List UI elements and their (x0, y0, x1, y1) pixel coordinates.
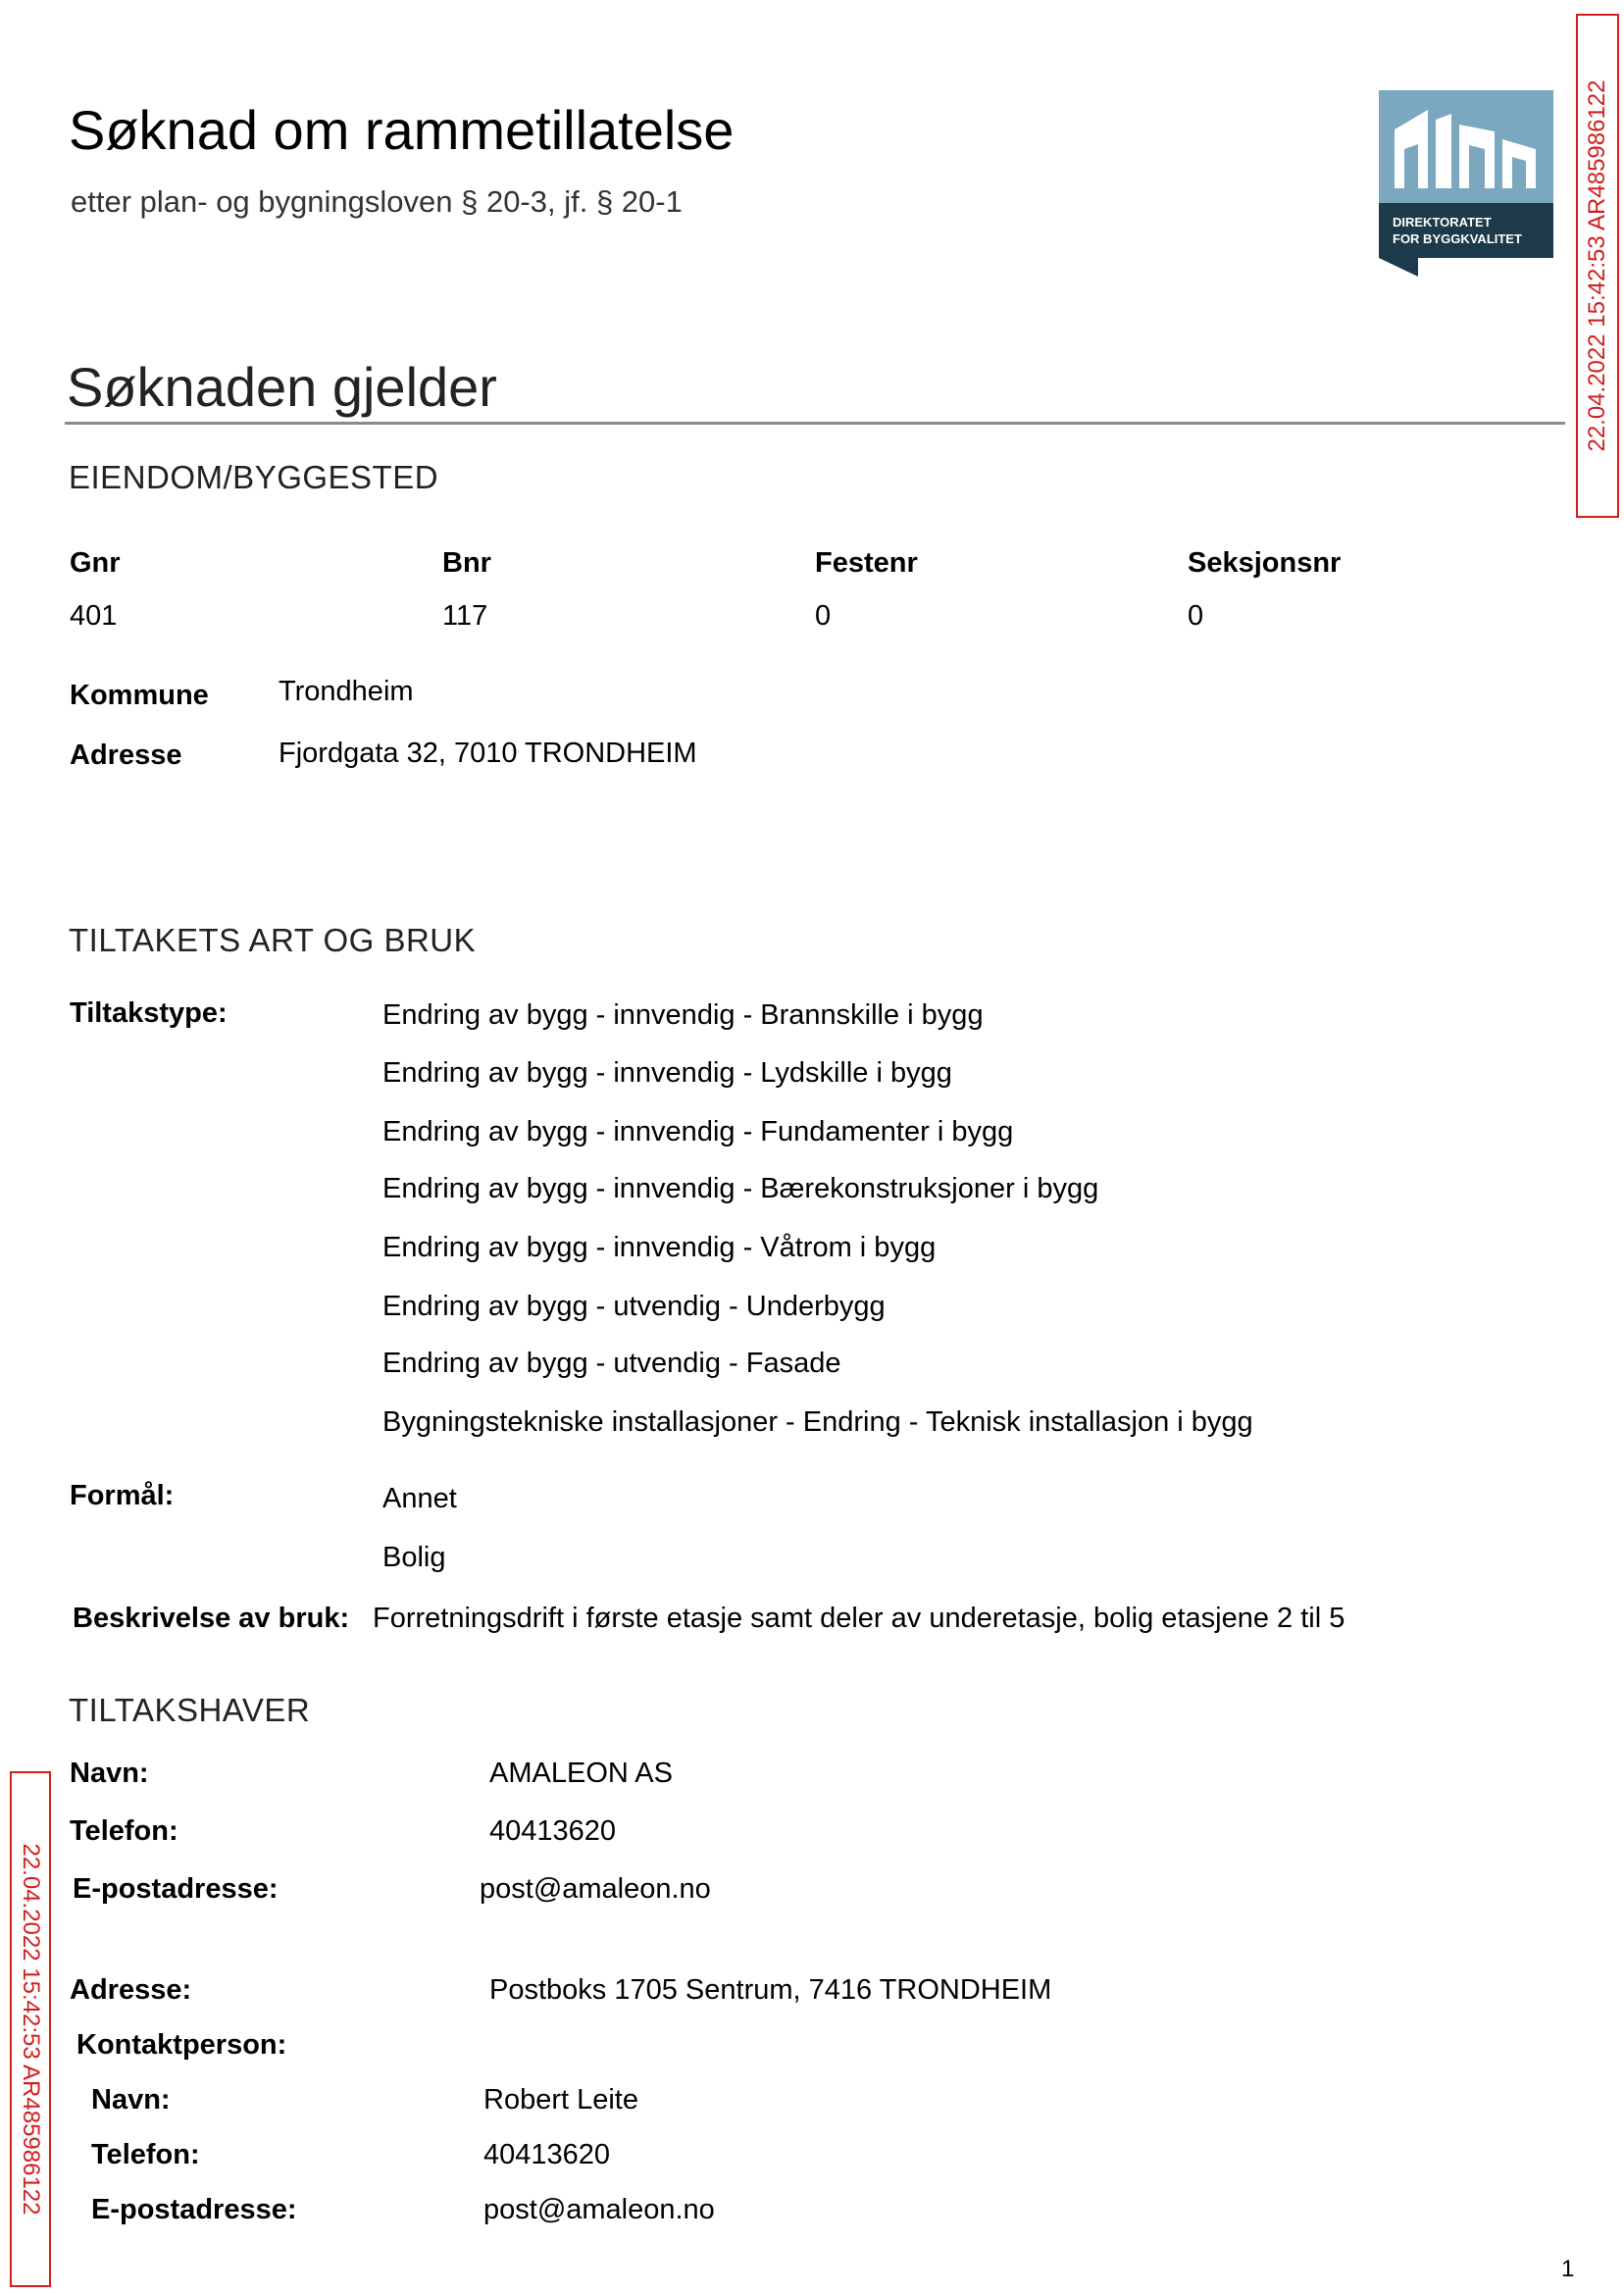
logo-bottom-block (1379, 203, 1553, 258)
tiltakshaver-epost-label: E-postadresse: (73, 1873, 279, 1905)
page-number: 1 (1561, 2256, 1575, 2282)
date-stamp-text: 22.04.2022 15:42:53 AR485986122 (1584, 79, 1610, 452)
kontaktperson-label: Kontaktperson: (76, 2029, 287, 2061)
festenr-label: Festenr (815, 547, 918, 579)
seksjonsnr-value: 0 (1188, 600, 1204, 632)
kommune-label: Kommune (70, 680, 209, 711)
tiltakstype-item: Endring av bygg - innvendig - Brannskille i bygg (382, 999, 984, 1031)
tiltakshaver-telefon-value: 40413620 (489, 1815, 617, 1847)
tiltakshaver-epost-value: post@amaleon.no (480, 1873, 711, 1905)
document-title: Søknad om rammetillatelse (69, 99, 735, 161)
kontakt-epost-label: E-postadresse: (91, 2194, 297, 2225)
kontakt-navn-label: Navn: (91, 2084, 171, 2116)
kontakt-epost-value: post@amaleon.no (483, 2194, 715, 2225)
festenr-value: 0 (815, 600, 832, 632)
section-heading: Søknaden gjelder (67, 356, 497, 418)
formal-item: Bolig (382, 1542, 446, 1573)
formal-item: Annet (382, 1483, 457, 1514)
seksjonsnr-label: Seksjonsnr (1188, 547, 1342, 579)
tiltakshaver-section-title: TILTAKSHAVER (69, 1692, 311, 1728)
kontakt-telefon-value: 40413620 (483, 2139, 611, 2170)
formal-label: Formål: (70, 1480, 175, 1511)
adresse-label: Adresse (70, 739, 182, 771)
tiltakstype-item: Endring av bygg - innvendig - Lydskille i bygg (382, 1057, 952, 1089)
dibk-logo (1379, 90, 1553, 277)
logo-text-line1: DIREKTORATET (1393, 215, 1492, 229)
tiltakshaver-telefon-label: Telefon: (70, 1815, 178, 1847)
tiltakstype-item: Bygningstekniske installasjoner - Endring - Teknisk installasjon i bygg (382, 1406, 1253, 1438)
tiltakstype-item: Endring av bygg - utvendig - Underbygg (382, 1291, 886, 1322)
eiendom-section-title: EIENDOM/BYGGESTED (69, 459, 439, 495)
tiltakshaver-adresse-value: Postboks 1705 Sentrum, 7416 TRONDHEIM (489, 1974, 1052, 2006)
tiltakstype-item: Endring av bygg - innvendig - Fundamenter i bygg (382, 1116, 1014, 1147)
tiltakshaver-navn-value: AMALEON AS (489, 1758, 673, 1789)
heading-divider (65, 422, 1565, 425)
bnr-label: Bnr (442, 547, 491, 579)
date-stamp (1576, 14, 1619, 518)
date-stamp-left (10, 1771, 51, 2287)
beskrivelse-label: Beskrivelse av bruk: (73, 1603, 350, 1634)
kontakt-telefon-label: Telefon: (91, 2139, 200, 2170)
date-stamp-left-text: 22.04.2022 15:42:53 AR485986122 (18, 1843, 44, 2216)
kontakt-navn-value: Robert Leite (483, 2084, 638, 2116)
gnr-value: 401 (70, 600, 118, 632)
kommune-value: Trondheim (279, 676, 414, 707)
tiltakstype-item: Endring av bygg - utvendig - Fasade (382, 1348, 841, 1379)
adresse-value: Fjordgata 32, 7010 TRONDHEIM (279, 738, 697, 769)
tiltakshaver-adresse-label: Adresse: (70, 1974, 192, 2006)
tiltak-section-title: TILTAKETS ART OG BRUK (69, 922, 477, 958)
tiltakstype-item: Endring av bygg - innvendig - Våtrom i bygg (382, 1232, 937, 1263)
logo-text-line2: FOR BYGGKVALITET (1393, 231, 1522, 246)
document-subtitle: etter plan- og bygningsloven § 20-3, jf. § 20-1 (71, 184, 683, 219)
beskrivelse-value: Forretningsdrift i første etasje samt deler av underetasje, bolig etasjene 2 til 5 (373, 1603, 1345, 1634)
tiltakstype-item: Endring av bygg - innvendig - Bærekonstruksjoner i bygg (382, 1173, 1099, 1204)
bnr-value: 117 (442, 600, 488, 632)
tiltakstype-label: Tiltakstype: (70, 997, 228, 1029)
gnr-label: Gnr (70, 547, 121, 579)
tiltakshaver-navn-label: Navn: (70, 1758, 149, 1789)
